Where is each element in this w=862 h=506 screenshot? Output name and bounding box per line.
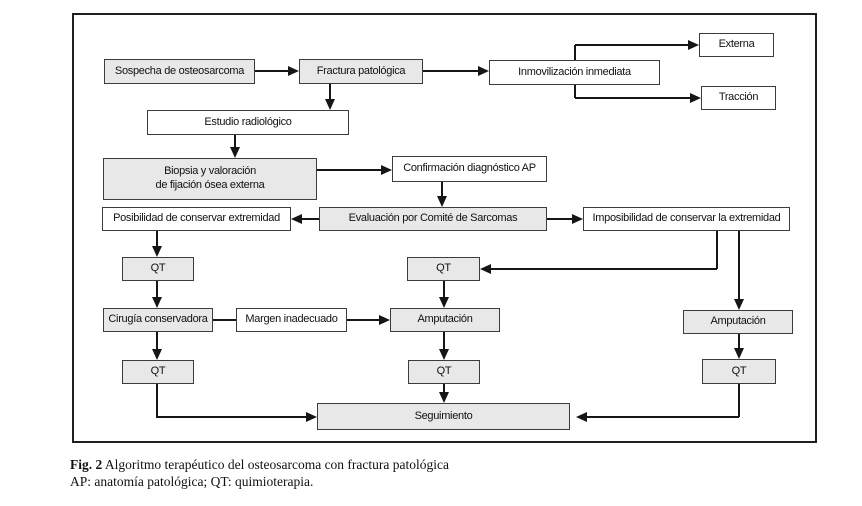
edge-biopsia-confirmacion-arrowhead-icon [381, 165, 392, 175]
node-externa: Externa [699, 33, 774, 57]
edge-amputacion-qtright-arrowhead-icon [734, 348, 744, 359]
node-inmovilizacion: Inmovilización inmediata [489, 60, 660, 85]
edge-margen-amputacion-arrowhead-icon [379, 315, 390, 325]
node-cirugia: Cirugía conservadora [103, 308, 213, 332]
edge-qtmid2-seguimiento-arrowhead-icon [439, 392, 449, 403]
node-qt-left-2: QT [122, 360, 194, 384]
edge-qt2-seguimiento-riser [156, 384, 158, 417]
edge-qt-cirugia-arrowhead-icon [152, 297, 162, 308]
node-traccion: Tracción [701, 86, 776, 110]
node-qt-mid-2: QT [408, 360, 480, 384]
edge-imposibilidad-amputacion-line [738, 231, 740, 299]
node-biopsia-line2: de fijación ósea externa [155, 179, 265, 191]
edge-imposibilidad-qtmid-line [491, 268, 717, 270]
node-biopsia [103, 158, 317, 200]
node-evaluacion: Evaluación por Comité de Sarcomas [319, 207, 547, 231]
edge-inmovilizacion-traccion-arrowhead-icon [690, 93, 701, 103]
edge-fractura-inmovilizacion-arrowhead-icon [478, 66, 489, 76]
node-qt-left-1: QT [122, 257, 194, 281]
node-sospecha: Sospecha de osteosarcoma [104, 59, 255, 84]
figure-caption [70, 456, 449, 490]
edge-cirugia-qt2-arrowhead-icon [152, 349, 162, 360]
edge-inmovilizacion-externa-arrowhead-icon [688, 40, 699, 50]
edge-cirugia-qt2-line [156, 332, 158, 349]
edge-evaluacion-posibilidad-arrowhead-icon [291, 214, 302, 224]
edge-posibilidad-qt-arrowhead-icon [152, 246, 162, 257]
node-confirmacion: Confirmación diagnóstico AP [392, 156, 547, 182]
edge-amputacion-qtmid2-arrowhead-icon [439, 349, 449, 360]
edge-posibilidad-qt-line [156, 231, 158, 246]
node-margen: Margen inadecuado [236, 308, 347, 332]
edge-fractura-estudio-arrowhead-icon [325, 99, 335, 110]
caption-title: Algoritmo terapéutico del osteosarcoma con fractura patológica [104, 457, 450, 472]
edge-fractura-inmovilizacion-line [423, 70, 478, 72]
edge-confirmacion-evaluacion-arrowhead-icon [437, 196, 447, 207]
node-qt-mid-1: QT [407, 257, 480, 281]
edge-qtmid-amputacion-arrowhead-icon [439, 297, 449, 308]
edge-cirugia-margen-line [213, 319, 236, 321]
edge-confirmacion-evaluacion-line [441, 182, 443, 196]
node-estudio: Estudio radiológico [147, 110, 349, 135]
edge-sospecha-fractura-arrowhead-icon [288, 66, 299, 76]
edge-qt-cirugia-line [156, 281, 158, 297]
edge-biopsia-confirmacion-line [317, 169, 381, 171]
node-biopsia-line1: Biopsia y valoración [164, 165, 256, 178]
edge-fractura-estudio-line [329, 84, 331, 99]
edge-imposibilidad-qtmid-riser [716, 231, 718, 269]
node-qt-right: QT [702, 359, 776, 384]
caption-line-2: AP: anatomía patológica; QT: quimioterapia. [70, 474, 314, 489]
edge-inmovilizacion-externa-riser [574, 45, 576, 60]
edge-qtright-seguimiento-riser [738, 384, 740, 417]
edge-evaluacion-imposibilidad-arrowhead-icon [572, 214, 583, 224]
edge-qtright-seguimiento-arrowhead-icon [576, 412, 587, 422]
edge-sospecha-fractura-line [255, 70, 289, 72]
edge-evaluacion-imposibilidad-line [547, 218, 572, 220]
edge-imposibilidad-amputacion-arrowhead-icon [734, 299, 744, 310]
node-posibilidad: Posibilidad de conservar extremidad [102, 207, 291, 231]
edge-imposibilidad-qtmid-arrowhead-icon [480, 264, 491, 274]
edge-margen-amputacion-line [347, 319, 379, 321]
edge-amputacion-qtmid2-line [443, 332, 445, 349]
edge-amputacion-qtright-line [738, 334, 740, 348]
edge-qt2-seguimiento-line [156, 416, 306, 418]
edge-estudio-biopsia-arrowhead-icon [230, 147, 240, 158]
caption-line-1 [70, 456, 449, 473]
edge-inmovilizacion-externa-line [575, 44, 688, 46]
edge-estudio-biopsia-line [234, 135, 236, 147]
node-imposibilidad: Imposibilidad de conservar la extremidad [583, 207, 790, 231]
edge-qtright-seguimiento-line [587, 416, 739, 418]
edge-qtmid-amputacion-line [443, 281, 445, 297]
node-amputacion-mid: Amputación [390, 308, 500, 332]
node-fractura: Fractura patológica [299, 59, 423, 84]
edge-inmovilizacion-traccion-line [575, 97, 690, 99]
node-seguimiento: Seguimiento [317, 403, 570, 430]
caption-fig-label: Fig. 2 [70, 457, 103, 472]
edge-qtmid2-seguimiento-line [443, 384, 445, 392]
edge-qt2-seguimiento-arrowhead-icon [306, 412, 317, 422]
edge-evaluacion-posibilidad-line [302, 218, 319, 220]
node-amputacion-right: Amputación [683, 310, 793, 334]
